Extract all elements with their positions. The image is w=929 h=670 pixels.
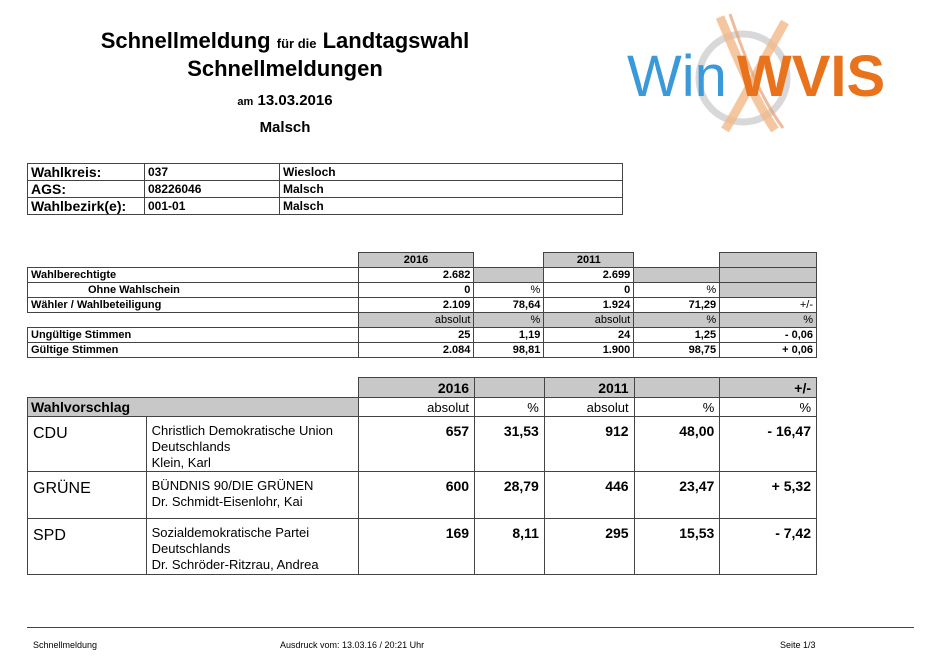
summary-label: Wähler / Wahlbeteiligung bbox=[28, 298, 359, 313]
summary-label: Ohne Wahlschein bbox=[28, 283, 359, 298]
party-diff: + 5,32 bbox=[720, 472, 817, 519]
summary-value: 2.109 bbox=[358, 298, 474, 313]
summary-value: 2.699 bbox=[544, 268, 634, 283]
party-percent-2011: 48,00 bbox=[634, 417, 720, 472]
info-row bbox=[28, 164, 623, 181]
summary-diff: + 0,06 bbox=[720, 343, 817, 358]
summary-value: 1.924 bbox=[544, 298, 634, 313]
summary-value: 0 bbox=[358, 283, 474, 298]
summary-year-row bbox=[28, 253, 817, 268]
party-row-spd bbox=[28, 519, 817, 575]
party-diff: - 16,47 bbox=[720, 417, 817, 472]
summary-percent: 98,81 bbox=[474, 343, 544, 358]
info-name: Malsch bbox=[280, 198, 623, 215]
party-description bbox=[146, 472, 359, 519]
party-percent-2016: 31,53 bbox=[475, 417, 545, 472]
party-votes-2011: 446 bbox=[544, 472, 634, 519]
party-sub-absolut: absolut bbox=[359, 398, 475, 417]
party-desc-line: Christlich Demokratische Union bbox=[151, 423, 333, 438]
summary-label: Ungültige Stimmen bbox=[28, 328, 359, 343]
info-code: 001-01 bbox=[145, 198, 280, 215]
party-diff-header: +/- bbox=[720, 378, 817, 398]
summary-row-waehler bbox=[28, 298, 817, 313]
footer-left: Schnellmeldung bbox=[33, 640, 98, 650]
party-desc-line: BÜNDNIS 90/DIE GRÜNEN bbox=[151, 478, 314, 493]
info-code: 08226046 bbox=[145, 181, 280, 198]
party-desc-line: Sozialdemokratische Partei bbox=[151, 525, 310, 540]
party-percent-2011: 15,53 bbox=[634, 519, 720, 575]
title-part-b: Landtagswahl bbox=[322, 28, 470, 53]
party-sub-percent: % bbox=[475, 398, 545, 417]
summary-label: Wahlberechtigte bbox=[28, 268, 359, 283]
title-small: für die bbox=[276, 36, 317, 51]
logo-text-win: Win bbox=[627, 44, 727, 109]
summary-row-ohne-wahlschein bbox=[28, 283, 817, 298]
info-code: 037 bbox=[145, 164, 280, 181]
summary-value: 25 bbox=[358, 328, 474, 343]
title-part-a: Schnellmeldung bbox=[100, 28, 271, 53]
footer-print-date: Ausdruck vom: 13.03.16 / 20:21 Uhr bbox=[280, 640, 425, 650]
document-place: Malsch bbox=[259, 119, 311, 136]
summary-percent: 71,29 bbox=[634, 298, 720, 313]
document-subtitle: Schnellmeldungen bbox=[187, 56, 383, 81]
party-short-name: SPD bbox=[28, 519, 147, 575]
summary-row-ungueltig bbox=[28, 328, 817, 343]
party-short-name: GRÜNE bbox=[28, 472, 147, 519]
summary-percent: 78,64 bbox=[474, 298, 544, 313]
summary-value: 2.682 bbox=[358, 268, 474, 283]
party-candidate: Klein, Karl bbox=[151, 455, 211, 470]
turnout-summary-table bbox=[27, 252, 817, 358]
summary-year-b: 2011 bbox=[544, 253, 634, 268]
party-row-cdu bbox=[28, 417, 817, 472]
party-year-a: 2016 bbox=[359, 378, 475, 398]
district-info-table bbox=[27, 163, 623, 215]
party-sub-diff: % bbox=[720, 398, 817, 417]
party-votes-2011: 912 bbox=[544, 417, 634, 472]
document-title bbox=[0, 28, 570, 54]
party-row-gruene bbox=[28, 472, 817, 519]
summary-percent: 1,25 bbox=[634, 328, 720, 343]
party-description bbox=[146, 519, 359, 575]
summary-percent: 98,75 bbox=[634, 343, 720, 358]
party-votes-2011: 295 bbox=[544, 519, 634, 575]
party-candidate: Dr. Schmidt-Eisenlohr, Kai bbox=[151, 494, 303, 509]
summary-year-a: 2016 bbox=[358, 253, 474, 268]
party-desc-line: Deutschlands bbox=[151, 541, 231, 556]
summary-value: 1.900 bbox=[544, 343, 634, 358]
party-short-name: CDU bbox=[28, 417, 147, 472]
summary-value: 0 bbox=[544, 283, 634, 298]
summary-value: 2.084 bbox=[358, 343, 474, 358]
wahlvorschlag-label: Wahlvorschlag bbox=[28, 398, 359, 417]
winwvis-logo bbox=[625, 12, 915, 132]
party-year-b: 2011 bbox=[544, 378, 634, 398]
summary-row-wahlberechtigte bbox=[28, 268, 817, 283]
party-votes-2016: 169 bbox=[359, 519, 475, 575]
footer-divider bbox=[27, 627, 914, 628]
summary-diff-header: +/- bbox=[720, 298, 817, 313]
party-year-row bbox=[28, 378, 817, 398]
party-votes-2016: 600 bbox=[359, 472, 475, 519]
info-label: Wahlkreis: bbox=[28, 164, 145, 181]
summary-value: 24 bbox=[544, 328, 634, 343]
footer-page-number: Seite 1/3 bbox=[780, 640, 816, 650]
party-candidate: Dr. Schröder-Ritzrau, Andrea bbox=[151, 557, 319, 572]
info-row bbox=[28, 198, 623, 215]
info-row bbox=[28, 181, 623, 198]
summary-sub-absolut: absolut bbox=[358, 313, 474, 328]
summary-row-gueltig bbox=[28, 343, 817, 358]
summary-percent: % bbox=[634, 283, 720, 298]
summary-sub-absolut: absolut bbox=[544, 313, 634, 328]
info-label: AGS: bbox=[28, 181, 145, 198]
document-date bbox=[0, 92, 570, 109]
party-desc-line: Deutschlands bbox=[151, 439, 231, 454]
summary-percent: % bbox=[474, 283, 544, 298]
party-sub-percent: % bbox=[634, 398, 720, 417]
info-label: Wahlbezirk(e): bbox=[28, 198, 145, 215]
summary-sub-percent: % bbox=[474, 313, 544, 328]
summary-sub-diff: % bbox=[720, 313, 817, 328]
party-description bbox=[146, 417, 359, 472]
info-name: Malsch bbox=[280, 181, 623, 198]
party-results-table bbox=[27, 377, 817, 575]
summary-diff: - 0,06 bbox=[720, 328, 817, 343]
summary-sub-header bbox=[28, 313, 817, 328]
date-prefix: am bbox=[237, 96, 254, 108]
party-percent-2016: 28,79 bbox=[475, 472, 545, 519]
date-value: 13.03.2016 bbox=[257, 92, 333, 109]
summary-sub-percent: % bbox=[634, 313, 720, 328]
party-sub-absolut: absolut bbox=[544, 398, 634, 417]
info-name: Wiesloch bbox=[280, 164, 623, 181]
party-percent-2011: 23,47 bbox=[634, 472, 720, 519]
party-diff: - 7,42 bbox=[720, 519, 817, 575]
party-percent-2016: 8,11 bbox=[475, 519, 545, 575]
summary-percent: 1,19 bbox=[474, 328, 544, 343]
logo-text-wvis: WVIS bbox=[737, 44, 886, 109]
party-sub-header bbox=[28, 398, 817, 417]
party-votes-2016: 657 bbox=[359, 417, 475, 472]
summary-label: Gültige Stimmen bbox=[28, 343, 359, 358]
